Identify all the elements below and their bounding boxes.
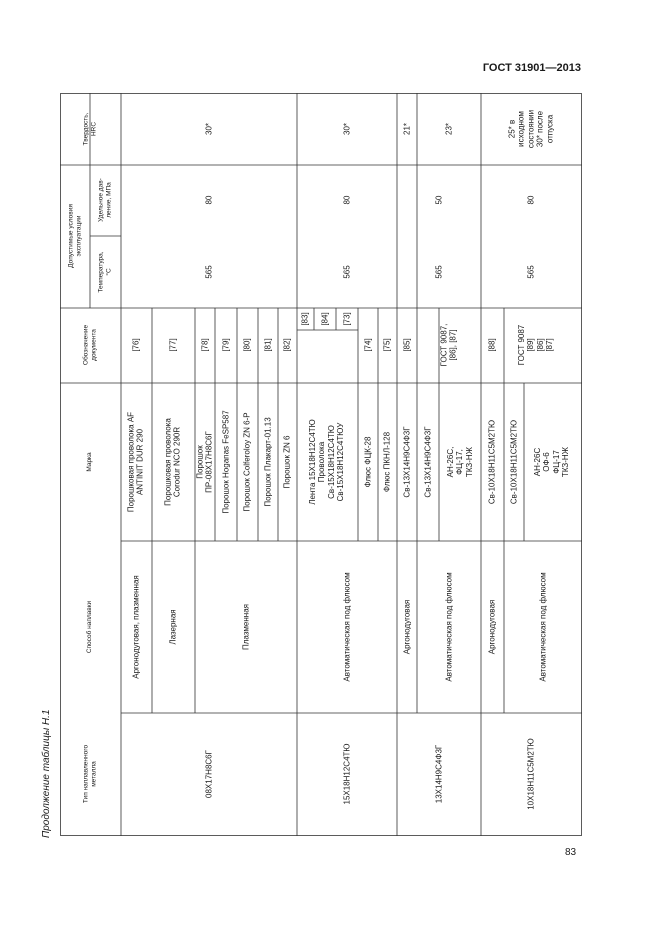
page-number: 83 xyxy=(565,847,577,858)
standard-header: ГОСТ 31901—2013 xyxy=(482,62,581,74)
table-n1: Тип наплавленного металла Способ наплавки Марка Обозначение документа Допустимые условия эксплуатации Температура, °С Удельное дав- ление, МПа Твердость, HRC 08Х17Н8С6Г Аргонодуговая, плазменная Лазерная Плазменная Порошковая проволока AF ANTINIT DUR 290 [76] Порошковая проволока Corodur NCO 290R [77] Порошок ПР-08Х17Н8С6Г [78] Порошок Hoganas FeSP587 [79] Порошок Colferoloy ZN 6-P [80] Порошок Плакарт-01.13 [81] Порошок ZN 6 [82] 565 80 30* 15Х18Н12С4ТЮ Автоматическая под флюсом Лента 15Х18Н12С4ТЮ Проволока Св-15Х18Н12С4ТЮ Св-15Х18Н12С4ТЮУ [83] [84] [73] Флюс ФЦК-28 [74] Флюс ПКНЛ-128 [75] 565 80 30* 13Х14Н9С4Ф3Г Аргонодуговая Автоматическая под флюсом Св-13Х14Н9С4Ф3Г [85] Св-13Х14Н9С4Ф3Г АН-26С, ФЦ-17, ТКЗ-НЖ ГОСТ 9087, [86], [87] 565 50 21* 23* 10Х18Н11С5М2ТЮ Аргонодуговая Автоматическая под флюсом Св-10Х18Н11С5М2ТЮ [88] Св-10Х18Н11С5М2ТЮ АН-26С ОФ-6 ФЦ-17 ТКЗ-НЖ ГОСТ 9087 [89] [86] [87] 565 80 25* в исходном состоянии 30* после отпуска xyxy=(60,93,582,836)
